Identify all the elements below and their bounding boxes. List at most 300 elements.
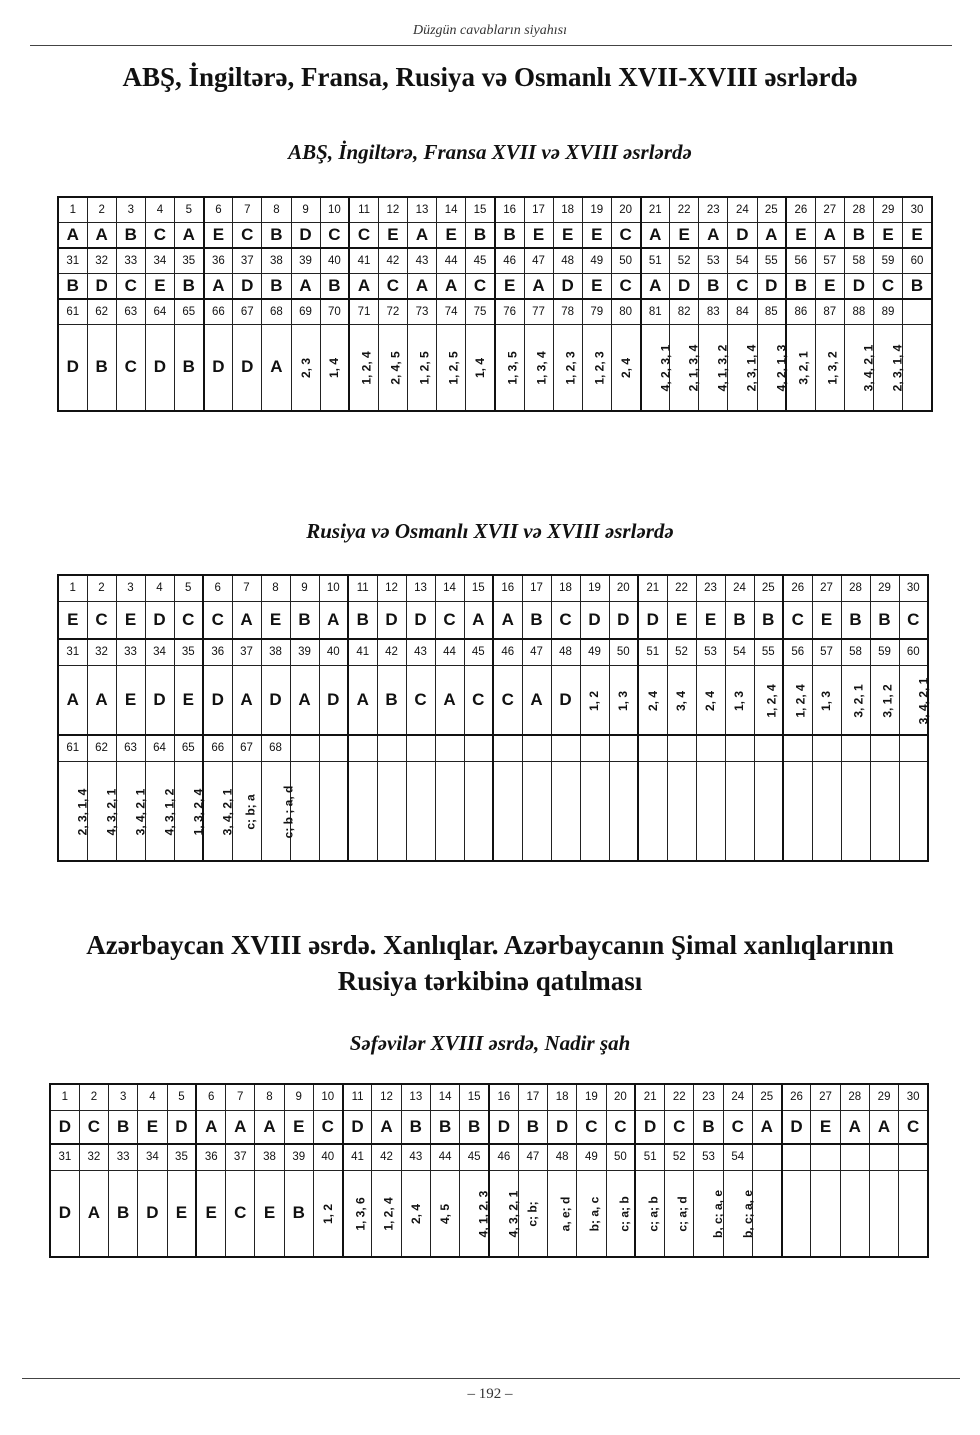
answer-text: 4, 1, 3, 2	[715, 344, 730, 392]
answer-cell	[844, 324, 876, 411]
question-number-cell	[580, 735, 609, 761]
question-number-cell: 32	[79, 1144, 108, 1170]
question-number-cell: 84	[728, 299, 757, 324]
answer-cell: D	[233, 324, 262, 411]
question-number-cell: 32	[87, 248, 116, 273]
answer-cell: A	[348, 665, 377, 735]
answer-cell: E	[582, 273, 611, 299]
answer-cell: C	[145, 222, 174, 248]
answer-table-safavids-nadir-shah	[49, 1083, 929, 1258]
answer-cell: A	[815, 222, 844, 248]
answer-cell	[495, 324, 524, 411]
question-number-cell	[435, 735, 464, 761]
question-number-cell	[841, 735, 870, 761]
answer-cell: A	[232, 665, 261, 735]
answer-cell	[694, 1170, 726, 1257]
question-number-cell	[377, 735, 406, 761]
question-number-cell: 23	[696, 575, 725, 601]
question-number-cell: 19	[577, 1084, 606, 1110]
question-number-cell: 58	[841, 639, 870, 665]
question-number-cell	[406, 735, 435, 761]
question-number-cell: 21	[635, 1084, 664, 1110]
answer-text: 1, 2, 4	[359, 351, 374, 385]
question-number-cell: 27	[812, 575, 841, 601]
question-number-cell: 45	[460, 1144, 489, 1170]
answer-text: 3, 2, 1	[851, 684, 866, 718]
answer-cell	[667, 665, 696, 735]
question-number-cell: 43	[406, 639, 435, 665]
answer-cell	[841, 665, 870, 735]
question-number-cell	[869, 1144, 898, 1170]
question-number-cell: 36	[196, 1144, 225, 1170]
section2-title-line2: Rusiya tərkibinə qatılması	[337, 966, 643, 996]
question-number-cell: 22	[667, 575, 696, 601]
question-number-cell: 34	[138, 1144, 167, 1170]
answer-cell: C	[116, 273, 145, 299]
question-number-cell: 1	[58, 575, 87, 601]
answer-cell: D	[406, 601, 435, 639]
answer-cell	[899, 761, 928, 861]
answer-cell: E	[255, 1170, 284, 1257]
answer-cell: D	[844, 273, 873, 299]
answer-cell: A	[58, 222, 87, 248]
answer-cell: E	[261, 601, 290, 639]
section2-title-line1: Azərbaycan XVIII əsrdə. Xanlıqlar. Azərbaycanın Şimal xanlıqlarının	[86, 930, 894, 960]
question-number-cell: 61	[58, 299, 87, 324]
answer-cell: C	[899, 1110, 928, 1144]
answer-text: 1, 3	[732, 690, 747, 711]
answer-cell: B	[844, 222, 873, 248]
question-number-cell	[319, 735, 348, 761]
question-number-cell: 65	[174, 735, 203, 761]
answer-text: 4, 1, 2, 3	[476, 1190, 491, 1238]
question-number-cell	[725, 735, 754, 761]
answer-row	[58, 324, 932, 411]
question-number-cell: 7	[232, 575, 261, 601]
question-number-cell: 50	[609, 639, 638, 665]
answer-cell: A	[435, 665, 464, 735]
question-number-cell: 88	[844, 299, 873, 324]
answer-cell: B	[109, 1170, 138, 1257]
question-number-cell: 16	[493, 575, 522, 601]
answer-cell: B	[699, 273, 728, 299]
answer-text: 1, 3, 6	[353, 1197, 368, 1231]
question-number-cell: 67	[233, 299, 262, 324]
answer-cell	[460, 1170, 489, 1257]
answer-cell	[752, 1170, 781, 1257]
question-number-cell: 31	[58, 639, 87, 665]
question-number-cell	[782, 1144, 811, 1170]
question-number-cell: 56	[783, 639, 812, 665]
question-number-cell: 20	[609, 575, 638, 601]
answer-cell: E	[582, 222, 611, 248]
answer-cell: B	[348, 601, 377, 639]
answer-cell: B	[284, 1170, 313, 1257]
answer-cell	[408, 324, 437, 411]
answer-cell	[203, 761, 235, 861]
answer-cell: D	[553, 273, 582, 299]
answer-cell: B	[786, 273, 815, 299]
answer-cell	[609, 665, 638, 735]
answer-cell	[723, 1170, 755, 1257]
answer-text: c; a; d	[675, 1196, 690, 1232]
answer-cell: B	[116, 222, 145, 248]
question-number-cell: 12	[378, 197, 407, 222]
answer-cell: B	[841, 601, 870, 639]
answer-cell: B	[725, 601, 754, 639]
answer-table-abs-england-france	[57, 196, 933, 412]
question-number-cell: 79	[582, 299, 611, 324]
question-number-cell: 10	[320, 197, 349, 222]
question-number-cell: 18	[551, 575, 580, 601]
answer-text: 4, 3, 1, 2	[161, 788, 176, 836]
answer-cell	[635, 1170, 664, 1257]
question-number-cell	[551, 735, 580, 761]
question-number-cell: 70	[320, 299, 349, 324]
question-number-cell: 37	[226, 1144, 255, 1170]
answer-text: 3, 1, 2	[880, 684, 895, 718]
question-number-cell: 8	[255, 1084, 284, 1110]
answer-text: 2, 4	[618, 358, 633, 379]
question-number-cell: 28	[840, 1084, 869, 1110]
answer-text: 1, 2, 5	[417, 351, 432, 385]
question-number-cell: 87	[815, 299, 844, 324]
question-number-cell	[899, 1144, 928, 1170]
answer-cell: D	[548, 1110, 577, 1144]
question-number-cell: 42	[378, 248, 407, 273]
question-number-cell: 32	[87, 639, 116, 665]
answer-cell: C	[874, 273, 903, 299]
answer-cell	[580, 761, 609, 861]
question-number-cell: 33	[109, 1144, 138, 1170]
answer-cell: E	[204, 222, 233, 248]
question-number-cell	[638, 735, 667, 761]
question-number-cell: 6	[203, 575, 232, 601]
answer-cell: C	[313, 1110, 342, 1144]
question-number-cell: 34	[145, 248, 174, 273]
question-number-cell	[667, 735, 696, 761]
question-number-cell: 29	[869, 1084, 898, 1110]
question-number-cell: 52	[665, 1144, 694, 1170]
question-number-cell: 47	[522, 639, 551, 665]
answer-cell	[401, 1170, 430, 1257]
question-number-cell: 60	[899, 639, 928, 665]
question-number-cell: 7	[226, 1084, 255, 1110]
answer-cell: D	[50, 1170, 79, 1257]
question-number-cell: 55	[754, 639, 783, 665]
answer-cell	[145, 761, 174, 861]
answer-cell: C	[611, 273, 640, 299]
answer-cell	[582, 324, 611, 411]
question-number-cell: 19	[580, 575, 609, 601]
question-number-cell: 46	[493, 639, 522, 665]
answer-cell: E	[553, 222, 582, 248]
answer-table-russia-ottoman	[57, 574, 929, 862]
answer-cell	[430, 1170, 459, 1257]
answer-text: 1, 2, 4	[764, 684, 779, 718]
question-number-cell: 62	[87, 299, 116, 324]
answer-text: 1, 2, 5	[446, 351, 461, 385]
answer-cell: C	[606, 1110, 635, 1144]
answer-cell: A	[752, 1110, 781, 1144]
answer-text: c; a; b	[617, 1196, 632, 1232]
question-number-cell: 10	[313, 1084, 342, 1110]
answer-row	[58, 222, 932, 248]
question-number-cell: 15	[464, 575, 493, 601]
answer-cell	[812, 761, 841, 861]
question-number-cell: 39	[290, 639, 319, 665]
question-number-cell: 23	[699, 197, 728, 222]
answer-cell: C	[203, 601, 232, 639]
answer-cell: E	[116, 601, 145, 639]
question-number-cell: 13	[406, 575, 435, 601]
answer-text: 3, 2, 1	[796, 351, 811, 385]
answer-cell: E	[145, 273, 174, 299]
question-number-row	[50, 1084, 928, 1110]
answer-cell	[464, 761, 493, 861]
question-number-cell: 48	[553, 248, 582, 273]
answer-text: 3, 4, 2, 1	[220, 788, 235, 836]
answer-cell	[116, 761, 145, 861]
question-number-cell: 22	[665, 1084, 694, 1110]
answer-text: 1, 3	[616, 690, 631, 711]
question-number-cell: 44	[435, 639, 464, 665]
question-number-cell	[899, 735, 928, 761]
question-number-cell: 66	[203, 735, 232, 761]
answer-cell	[493, 761, 522, 861]
question-number-cell: 43	[401, 1144, 430, 1170]
question-number-cell: 24	[723, 1084, 752, 1110]
answer-cell	[378, 324, 407, 411]
question-number-cell	[870, 735, 899, 761]
answer-text: 4, 2, 3, 1	[657, 344, 672, 392]
question-number-cell: 2	[87, 197, 116, 222]
question-number-cell: 27	[811, 1084, 840, 1110]
question-number-cell: 80	[611, 299, 640, 324]
answer-cell	[319, 761, 348, 861]
answer-cell	[609, 761, 638, 861]
answer-cell	[754, 665, 783, 735]
answer-cell	[899, 1170, 928, 1257]
answer-row	[58, 665, 928, 735]
answer-cell	[870, 761, 899, 861]
question-number-cell: 54	[728, 248, 757, 273]
answer-cell: C	[349, 222, 378, 248]
question-number-cell: 21	[641, 197, 670, 222]
answer-cell: A	[493, 601, 522, 639]
answer-cell: D	[167, 1110, 196, 1144]
question-number-cell	[609, 735, 638, 761]
answer-cell	[553, 324, 582, 411]
answer-cell	[815, 324, 844, 411]
answer-cell	[437, 324, 466, 411]
answer-cell: C	[174, 601, 203, 639]
question-number-cell: 85	[757, 299, 786, 324]
question-number-row	[58, 197, 932, 222]
answer-cell: A	[840, 1110, 869, 1144]
question-number-cell: 52	[670, 248, 699, 273]
answer-cell: B	[175, 324, 204, 411]
block1-subtitle: ABŞ, İngiltərə, Fransa XVII və XVIII əsrlərdə	[288, 140, 692, 164]
answer-cell	[757, 324, 786, 411]
answer-text: 1, 2, 3	[563, 351, 578, 385]
answer-cell: A	[319, 601, 348, 639]
answer-cell	[725, 665, 754, 735]
question-number-cell: 39	[291, 248, 320, 273]
question-number-cell: 20	[611, 197, 640, 222]
question-number-cell: 11	[349, 197, 378, 222]
answer-cell: B	[430, 1110, 459, 1144]
answer-cell: E	[670, 222, 699, 248]
question-number-cell: 16	[495, 197, 524, 222]
question-number-cell	[903, 299, 932, 324]
answer-text: c; b; a	[243, 794, 258, 830]
question-number-cell: 21	[638, 575, 667, 601]
answer-cell: E	[874, 222, 903, 248]
question-number-cell: 14	[435, 575, 464, 601]
answer-cell	[551, 761, 580, 861]
question-number-cell: 26	[786, 197, 815, 222]
question-number-cell: 82	[670, 299, 699, 324]
answer-text: a, e; d	[558, 1196, 573, 1232]
answer-cell: E	[196, 1170, 225, 1257]
answer-cell: B	[522, 601, 551, 639]
question-number-cell	[493, 735, 522, 761]
answer-text: b, c; a, e	[711, 1190, 726, 1239]
answer-cell	[524, 324, 553, 411]
answer-cell: C	[899, 601, 928, 639]
question-number-cell: 27	[815, 197, 844, 222]
answer-cell: E	[495, 273, 524, 299]
question-number-cell: 81	[641, 299, 670, 324]
question-number-cell: 35	[174, 639, 203, 665]
answer-cell: C	[493, 665, 522, 735]
footer-rule	[22, 1378, 960, 1379]
question-number-cell: 1	[50, 1084, 79, 1110]
question-number-row	[58, 248, 932, 273]
answer-cell	[874, 324, 903, 411]
answer-cell: A	[262, 324, 291, 411]
question-number-cell	[754, 735, 783, 761]
question-number-cell: 62	[87, 735, 116, 761]
answer-cell: A	[869, 1110, 898, 1144]
answer-cell	[812, 665, 841, 735]
answer-cell: A	[349, 273, 378, 299]
answer-cell: A	[699, 222, 728, 248]
question-number-cell: 86	[786, 299, 815, 324]
question-number-cell: 3	[116, 575, 145, 601]
question-number-cell: 67	[232, 735, 261, 761]
question-number-cell: 3	[116, 197, 145, 222]
answer-cell: A	[522, 665, 551, 735]
question-number-cell: 40	[320, 248, 349, 273]
question-number-cell: 51	[641, 248, 670, 273]
question-number-cell: 41	[343, 1144, 372, 1170]
answer-cell: E	[437, 222, 466, 248]
answer-cell	[754, 761, 783, 861]
answer-cell: A	[437, 273, 466, 299]
answer-cell	[348, 761, 377, 861]
answer-cell: D	[580, 601, 609, 639]
question-number-cell: 44	[437, 248, 466, 273]
question-number-cell: 11	[343, 1084, 372, 1110]
question-number-cell: 31	[58, 248, 87, 273]
answer-cell: C	[466, 273, 495, 299]
answer-cell: D	[782, 1110, 811, 1144]
answer-cell: D	[203, 665, 232, 735]
answer-cell: E	[812, 601, 841, 639]
answer-cell: B	[870, 601, 899, 639]
question-number-cell: 17	[524, 197, 553, 222]
answer-cell: D	[319, 665, 348, 735]
answer-cell	[320, 324, 349, 411]
answer-cell: B	[58, 273, 87, 299]
answer-text: c; a; b	[646, 1196, 661, 1232]
question-number-cell: 6	[196, 1084, 225, 1110]
answer-cell: A	[196, 1110, 225, 1144]
answer-cell: B	[460, 1110, 489, 1144]
answer-cell: D	[757, 273, 786, 299]
question-number-cell: 26	[783, 575, 812, 601]
answer-cell: E	[58, 601, 87, 639]
answer-cell	[580, 665, 609, 735]
page-number: – 192 –	[467, 1386, 513, 1402]
answer-cell: D	[377, 601, 406, 639]
question-number-cell: 50	[611, 248, 640, 273]
answer-cell: C	[226, 1170, 255, 1257]
answer-cell: D	[50, 1110, 79, 1144]
answer-cell	[522, 761, 551, 861]
question-number-cell: 35	[167, 1144, 196, 1170]
question-number-cell: 47	[518, 1144, 547, 1170]
question-number-cell	[348, 735, 377, 761]
question-number-cell: 45	[464, 639, 493, 665]
question-number-cell: 58	[844, 248, 873, 273]
answer-cell	[606, 1170, 635, 1257]
question-number-cell: 38	[262, 248, 291, 273]
question-number-cell: 41	[348, 639, 377, 665]
question-number-cell: 71	[349, 299, 378, 324]
answer-cell: C	[577, 1110, 606, 1144]
answer-text: b; a, c	[587, 1196, 602, 1232]
answer-cell: A	[58, 665, 87, 735]
answer-text: b, c; a, e	[740, 1190, 755, 1239]
answer-cell	[58, 761, 90, 861]
question-number-cell: 33	[116, 248, 145, 273]
answer-text: 4, 2, 1, 3	[773, 344, 788, 392]
answer-cell	[665, 1170, 694, 1257]
answer-cell: D	[728, 222, 757, 248]
question-number-cell: 65	[175, 299, 204, 324]
answer-cell: E	[167, 1170, 196, 1257]
question-number-cell: 28	[844, 197, 873, 222]
question-number-cell: 63	[116, 735, 145, 761]
question-number-cell: 8	[262, 197, 291, 222]
question-number-cell: 14	[437, 197, 466, 222]
question-number-cell: 46	[495, 248, 524, 273]
answer-cell: C	[783, 601, 812, 639]
answer-cell: A	[291, 273, 320, 299]
answer-text: 1, 3	[819, 690, 834, 711]
answer-cell: D	[145, 324, 174, 411]
answer-text: 2, 3, 1, 4	[75, 788, 90, 836]
question-number-cell: 48	[551, 639, 580, 665]
answer-cell	[870, 665, 899, 735]
answer-cell: A	[255, 1110, 284, 1144]
answer-text: 1, 2, 3	[592, 351, 607, 385]
answer-cell: A	[204, 273, 233, 299]
answer-cell: B	[466, 222, 495, 248]
